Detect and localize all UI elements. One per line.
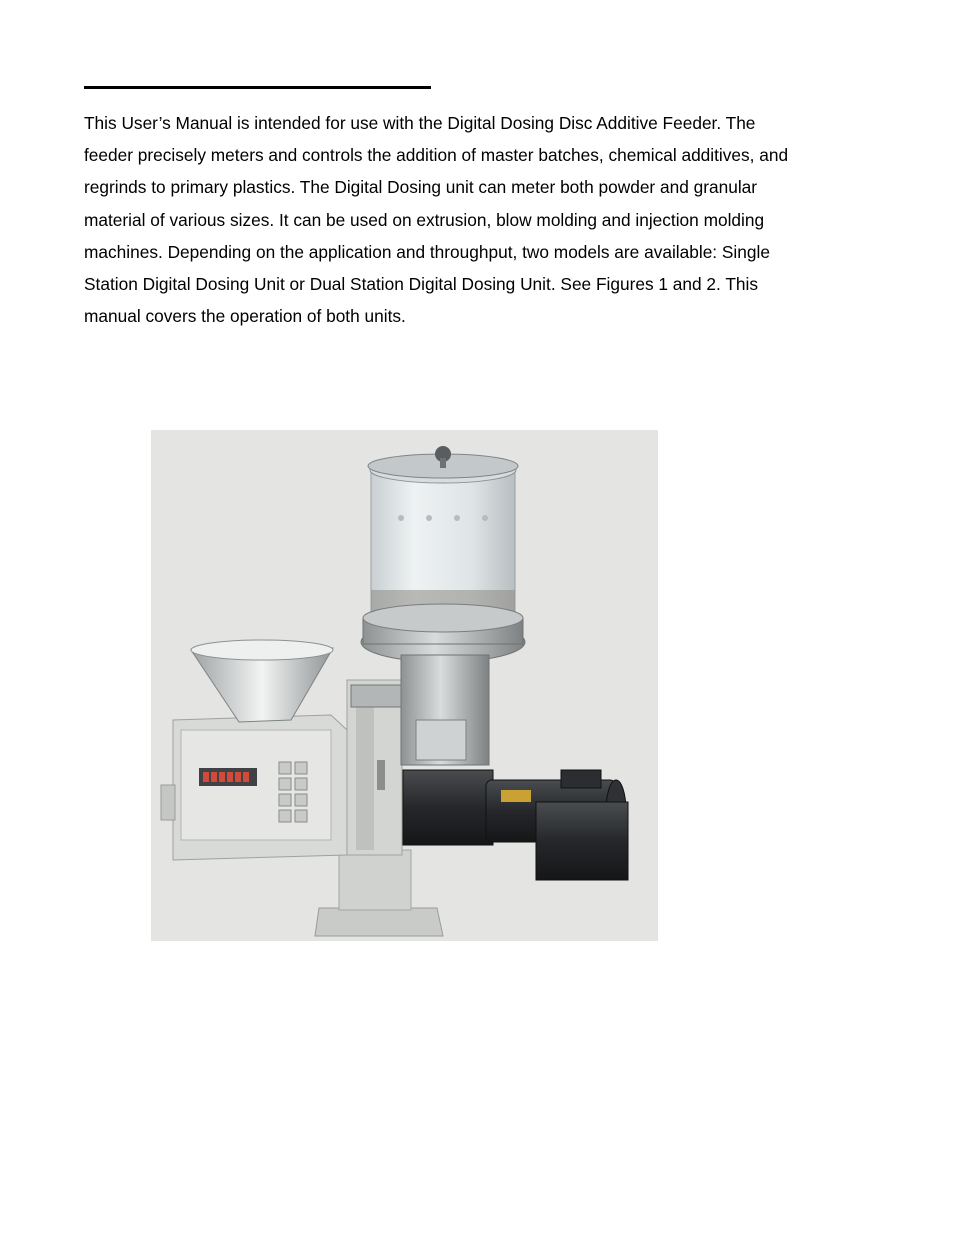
feeder-illustration xyxy=(151,430,658,941)
intro-line: regrinds to primary plastics. The Digital Dosing unit can meter both powder and granular xyxy=(84,177,758,198)
intro-paragraph xyxy=(84,107,874,332)
intro-line: manual covers the operation of both units. xyxy=(84,306,406,327)
intro-line: This User’s Manual is intended for use with the Digital Dosing Disc Additive Feeder. The xyxy=(84,113,756,133)
intro-line: Station Digital Dosing Unit or Dual Station Digital Dosing Unit. See Figures 1 and 2. This xyxy=(84,274,758,295)
glass-hopper xyxy=(368,446,518,620)
feeder-photo xyxy=(151,430,658,941)
control-box xyxy=(161,715,347,860)
section-rule xyxy=(84,86,431,89)
intro-line: material of various sizes. It can be used on extrusion, blow molding and injection molding xyxy=(84,209,765,230)
intro-line: machines. Depending on the application and throughput, two models are available: Single xyxy=(84,241,770,262)
intro-line: feeder precisely meters and controls the addition of master batches, chemical additives, and xyxy=(84,145,789,166)
hopper-ring xyxy=(361,604,525,662)
